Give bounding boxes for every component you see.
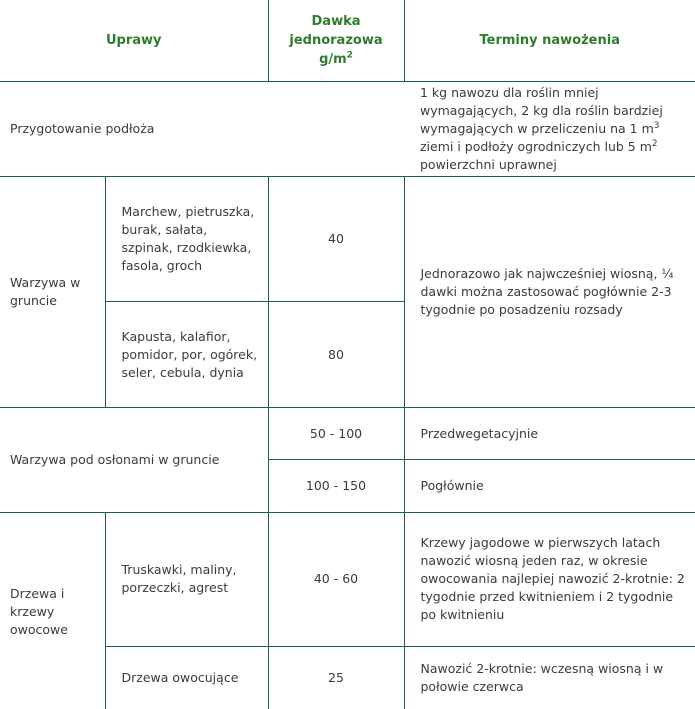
header-dose-unit-exp: 2 [347, 51, 353, 61]
podloze-desc-part3: powierzchni uprawnej [420, 157, 557, 172]
header-dose [268, 0, 404, 82]
drzewa-group-text: Drzewa i krzewy owocowe [10, 586, 68, 637]
podloze-desc-exp2: 2 [652, 139, 658, 149]
drzewa-dose1: 40 - 60 [268, 513, 404, 647]
oslony-dose1: 50 - 100 [268, 408, 404, 460]
podloze-desc-exp1: 3 [654, 121, 660, 131]
podloze-desc [404, 82, 695, 177]
header-dose-line1: Dawka [312, 14, 361, 29]
table-row-drzewa-1 [0, 513, 695, 647]
table-row-warzywa-1 [0, 177, 695, 302]
drzewa-group-label [0, 513, 105, 709]
podloze-desc-part2: ziemi i podłoży ogrodniczych lub 5 m [420, 139, 652, 154]
drzewa-terms2: Nawozić 2-krotnie: wczesną wiosną i w połowie czerwca [404, 646, 695, 709]
warzywa-terms: Jednorazowo jak najwcześniej wiosną, ¼ dawki można zastosować pogłównie 2-3 tygodnie po posadzeniu rozsady [404, 177, 695, 408]
oslony-terms2: Pogłównie [404, 460, 695, 513]
table-row-drzewa-2 [0, 646, 695, 709]
table-row-oslony-1 [0, 408, 695, 460]
warzywa-sub2: Kapusta, kalafior, pomidor, por, ogórek, seler, cebula, dynia [105, 302, 268, 408]
header-dose-line2: jednorazowa [289, 33, 382, 48]
podloze-desc-part1: 1 kg nawozu dla roślin mniej wymagających, 2 kg dla roślin bardziej wymagających w przeliczeniu na 1 m [420, 85, 663, 136]
podloze-label: Przygotowanie podłoża [0, 82, 404, 177]
warzywa-sub1: Marchew, pietruszka, burak, sałata, szpinak, rzodkiewka, fasola, groch [105, 177, 268, 302]
oslony-terms1: Przedwegetacyjnie [404, 408, 695, 460]
drzewa-dose2: 25 [268, 646, 404, 709]
oslony-group-label: Warzywa pod osłonami w gruncie [0, 408, 268, 513]
drzewa-sub1: Truskawki, maliny, porzeczki, agrest [105, 513, 268, 647]
header-terms: Terminy nawożenia [404, 0, 695, 82]
table-header-row [0, 0, 695, 82]
table-row-podloze [0, 82, 695, 177]
header-crops: Uprawy [0, 0, 268, 82]
header-dose-unit: g/m [319, 52, 347, 67]
drzewa-sub2: Drzewa owocujące [105, 646, 268, 709]
warzywa-dose2: 80 [268, 302, 404, 408]
warzywa-group-label: Warzywa w gruncie [0, 177, 105, 408]
warzywa-dose1: 40 [268, 177, 404, 302]
oslony-dose2: 100 - 150 [268, 460, 404, 513]
drzewa-terms1: Krzewy jagodowe w pierwszych latach nawozić wiosną jeden raz, w okresie owocowania najlepiej nawozić 2-krotnie: 2 tygodnie przed kwitnieniem i 2 tygodnie po kwitnieniu [404, 513, 695, 647]
